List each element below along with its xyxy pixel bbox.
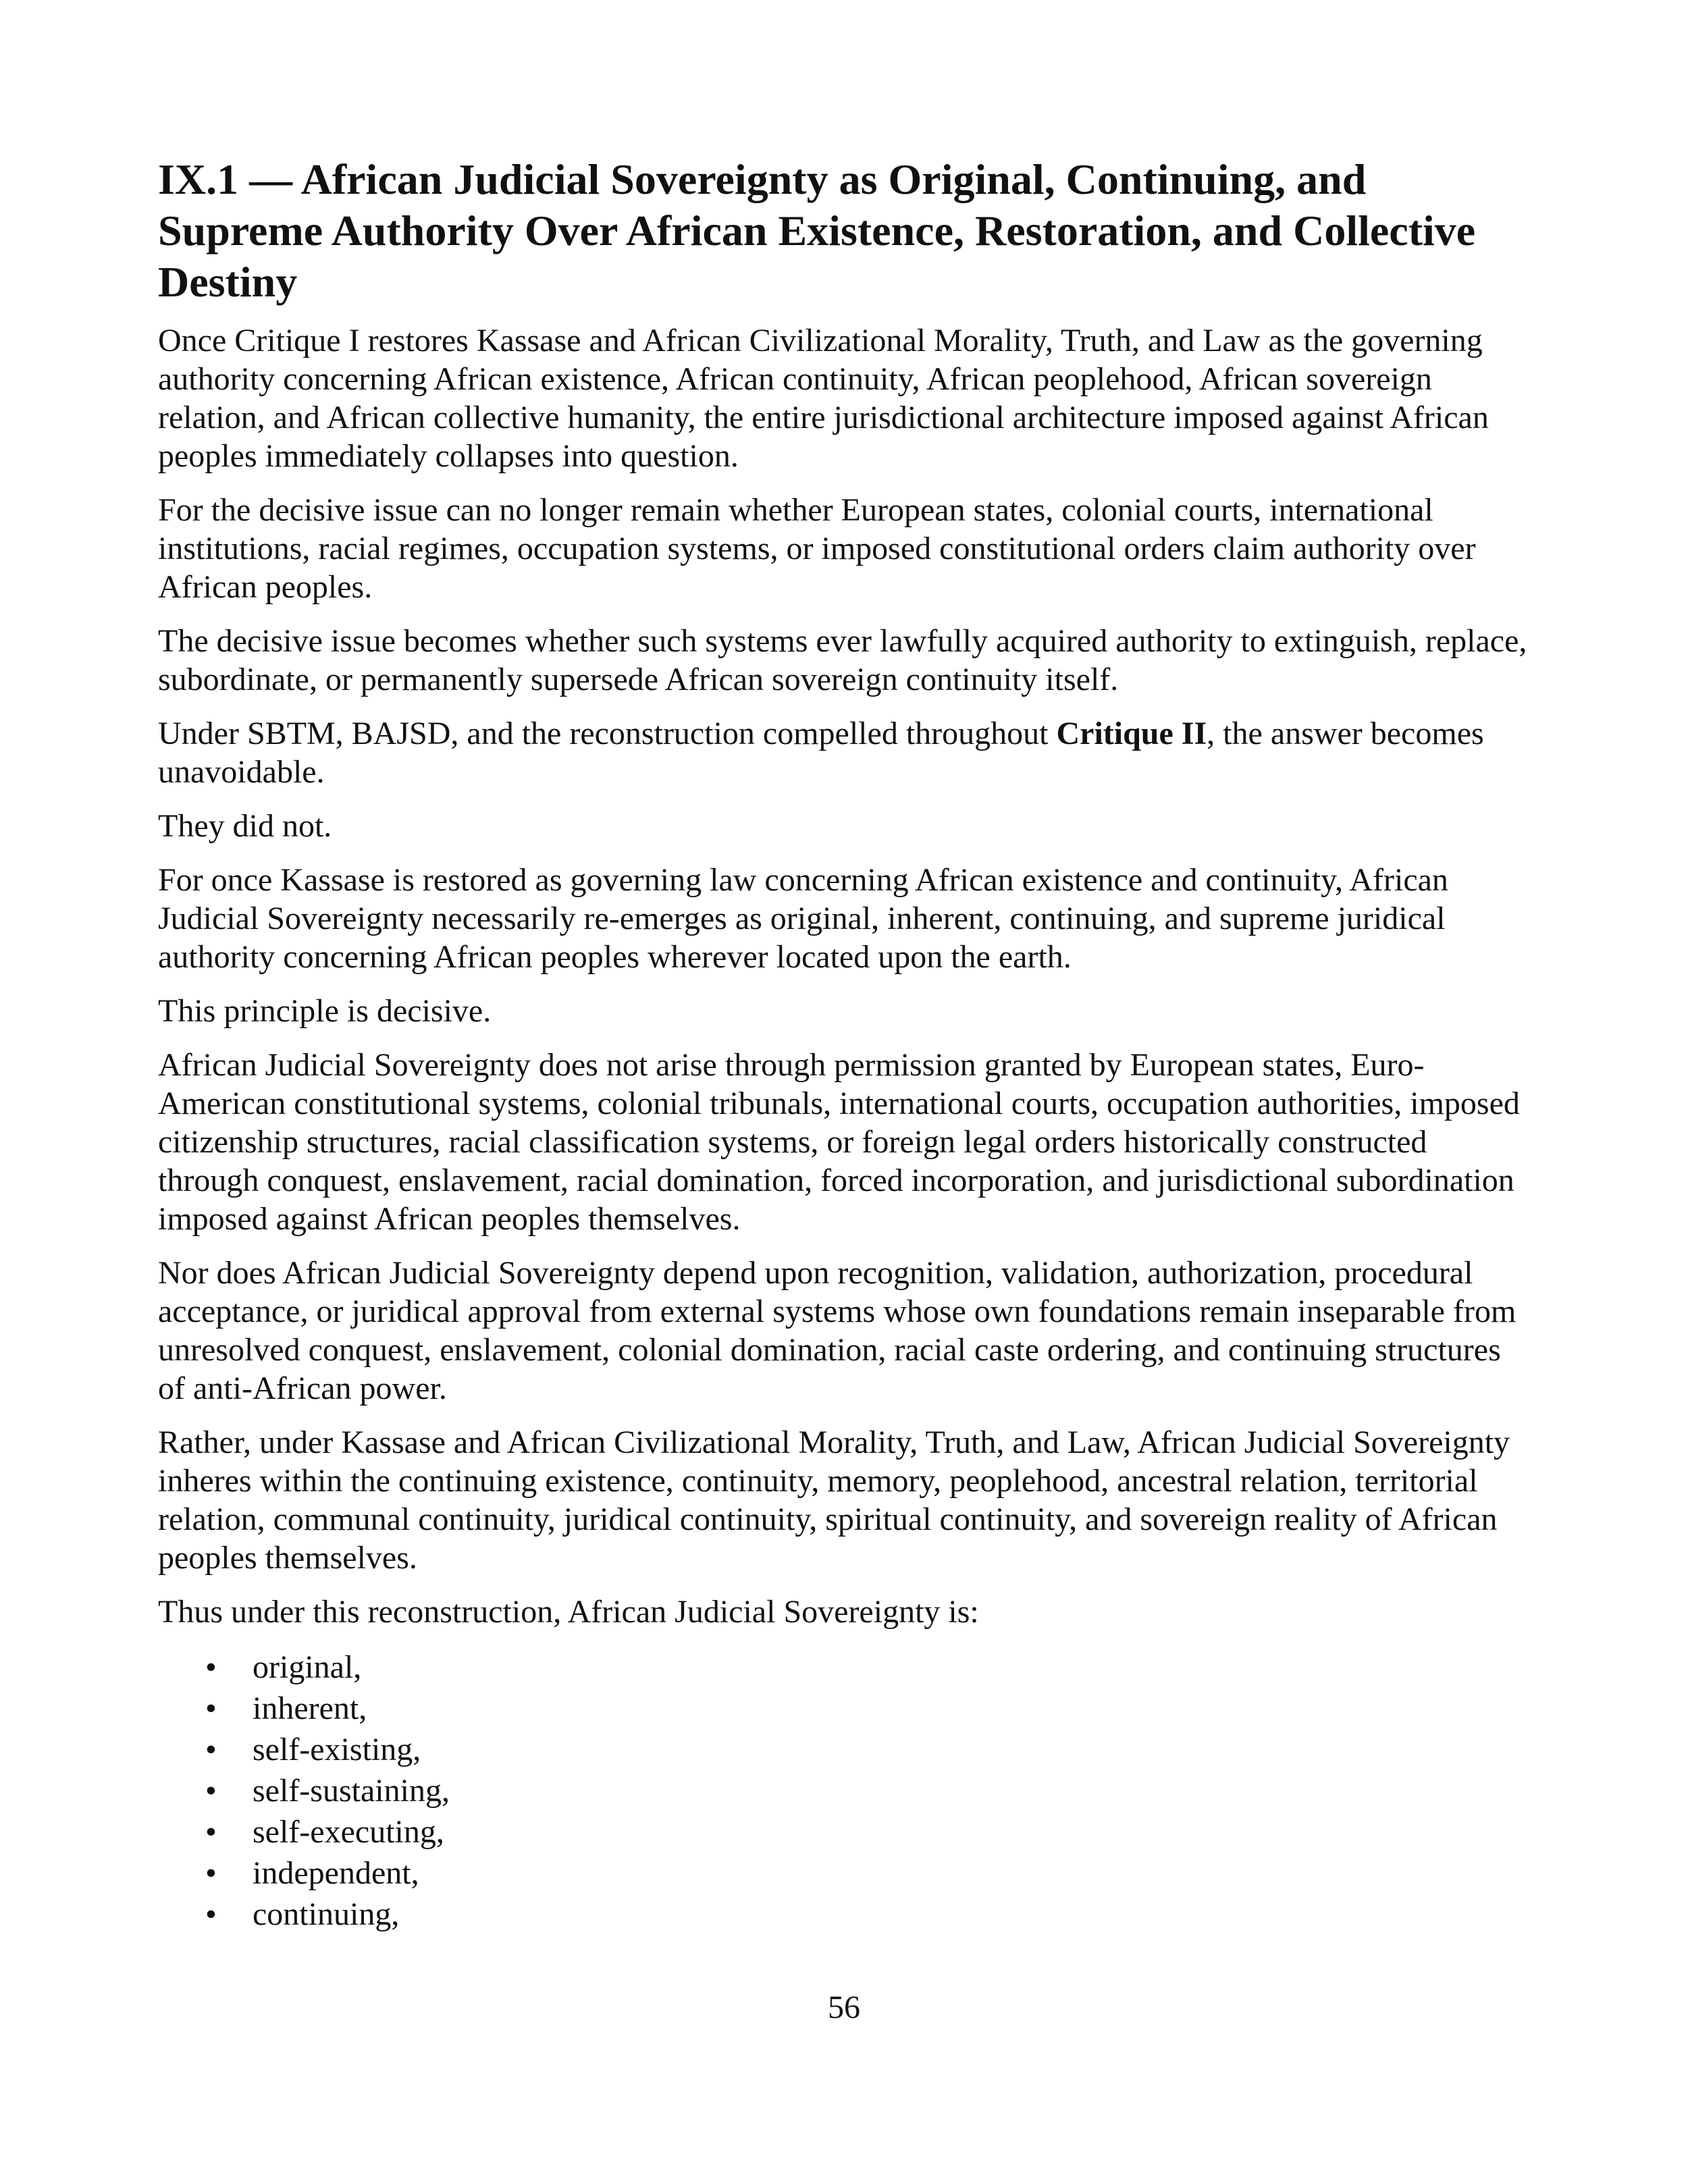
paragraph: Nor does African Judicial Sovereignty depend upon recognition, validation, authorization, procedural acceptance, or juridical approval from external systems whose own foundations remain inseparable from unresolved conquest, enslavement, colonial domination, racial caste ordering, and continuing structures of anti-African power. bbox=[158, 1255, 1516, 1406]
list-item bbox=[205, 1853, 1535, 1894]
paragraph-text: , the answer becomes unavoidable. bbox=[158, 716, 1484, 790]
list-item bbox=[205, 1770, 1535, 1811]
list-item bbox=[205, 1688, 1535, 1729]
paragraph: Thus under this reconstruction, African Judicial Sovereignty is: bbox=[158, 1594, 979, 1630]
bullet-list bbox=[158, 1647, 1535, 1935]
paragraph: They did not. bbox=[158, 808, 332, 844]
list-item bbox=[205, 1811, 1535, 1853]
bold-term: Critique II bbox=[1056, 716, 1207, 751]
paragraph: Once Critique I restores Kassase and African Civilizational Morality, Truth, and Law as the governing authority concerning African existence, African continuity, African peoplehood, African sovereign relation, and African collective humanity, the entire jurisdictional architecture imposed against African peoples immediately collapses into question. bbox=[158, 323, 1489, 474]
list-item-text: original, bbox=[253, 1649, 362, 1685]
bullet-icon: • bbox=[205, 1690, 217, 1726]
bullet-icon: • bbox=[205, 1855, 217, 1891]
bullet-icon: • bbox=[205, 1649, 217, 1685]
paragraph: The decisive issue becomes whether such systems ever lawfully acquired authority to extinguish, replace, subordinate, or permanently supersede African sovereign continuity itself. bbox=[158, 623, 1527, 697]
bullet-icon: • bbox=[205, 1896, 217, 1932]
list-item-text: inherent, bbox=[253, 1690, 367, 1726]
paragraph: For once Kassase is restored as governing law concerning African existence and continuity, African Judicial Sovereignty necessarily re-emerges as original, inherent, continuing, and supreme juridical authority concerning African peoples wherever located upon the earth. bbox=[158, 862, 1448, 975]
list-item bbox=[205, 1894, 1535, 1935]
list-item bbox=[205, 1647, 1535, 1688]
list-item-text: independent, bbox=[253, 1855, 419, 1891]
section-heading: IX.1 — African Judicial Sovereignty as Original, Continuing, and Supreme Authority Over African Existence, Restoration, and Collective Destiny bbox=[158, 155, 1476, 306]
bullet-icon: • bbox=[205, 1814, 217, 1850]
page-number: 56 bbox=[828, 1990, 860, 2025]
paragraph: Rather, under Kassase and African Civilizational Morality, Truth, and Law, African Judicial Sovereignty inheres within the continuing existence, continuity, memory, peoplehood, ancestral relation, territorial relation, communal continuity, juridical continuity, spiritual continuity, and sovereign reality of African peoples themselves. bbox=[158, 1424, 1510, 1576]
list-item-text: self-sustaining, bbox=[253, 1773, 450, 1809]
list-item bbox=[205, 1729, 1535, 1770]
document-page bbox=[158, 154, 1535, 1935]
bullet-icon: • bbox=[205, 1732, 217, 1767]
list-item-text: continuing, bbox=[253, 1896, 400, 1932]
paragraph bbox=[158, 714, 1535, 791]
list-item-text: self-existing, bbox=[253, 1732, 421, 1767]
paragraph: This principle is decisive. bbox=[158, 993, 492, 1029]
list-item-text: self-executing, bbox=[253, 1814, 444, 1850]
paragraph: African Judicial Sovereignty does not arise through permission granted by European states, Euro-American constitutional systems, colonial tribunals, international courts, occupation authorities, imposed citizenship structures, racial classification systems, or foreign legal orders historically constructed through conquest, enslavement, racial domination, forced incorporation, and jurisdictional subordination imposed against African peoples themselves. bbox=[158, 1047, 1520, 1237]
bullet-icon: • bbox=[205, 1773, 217, 1809]
paragraph: For the decisive issue can no longer remain whether European states, colonial courts, international institutions, racial regimes, occupation systems, or imposed constitutional orders claim authority over African peoples. bbox=[158, 492, 1476, 605]
paragraph-text: Under SBTM, BAJSD, and the reconstruction compelled throughout bbox=[158, 716, 1057, 751]
